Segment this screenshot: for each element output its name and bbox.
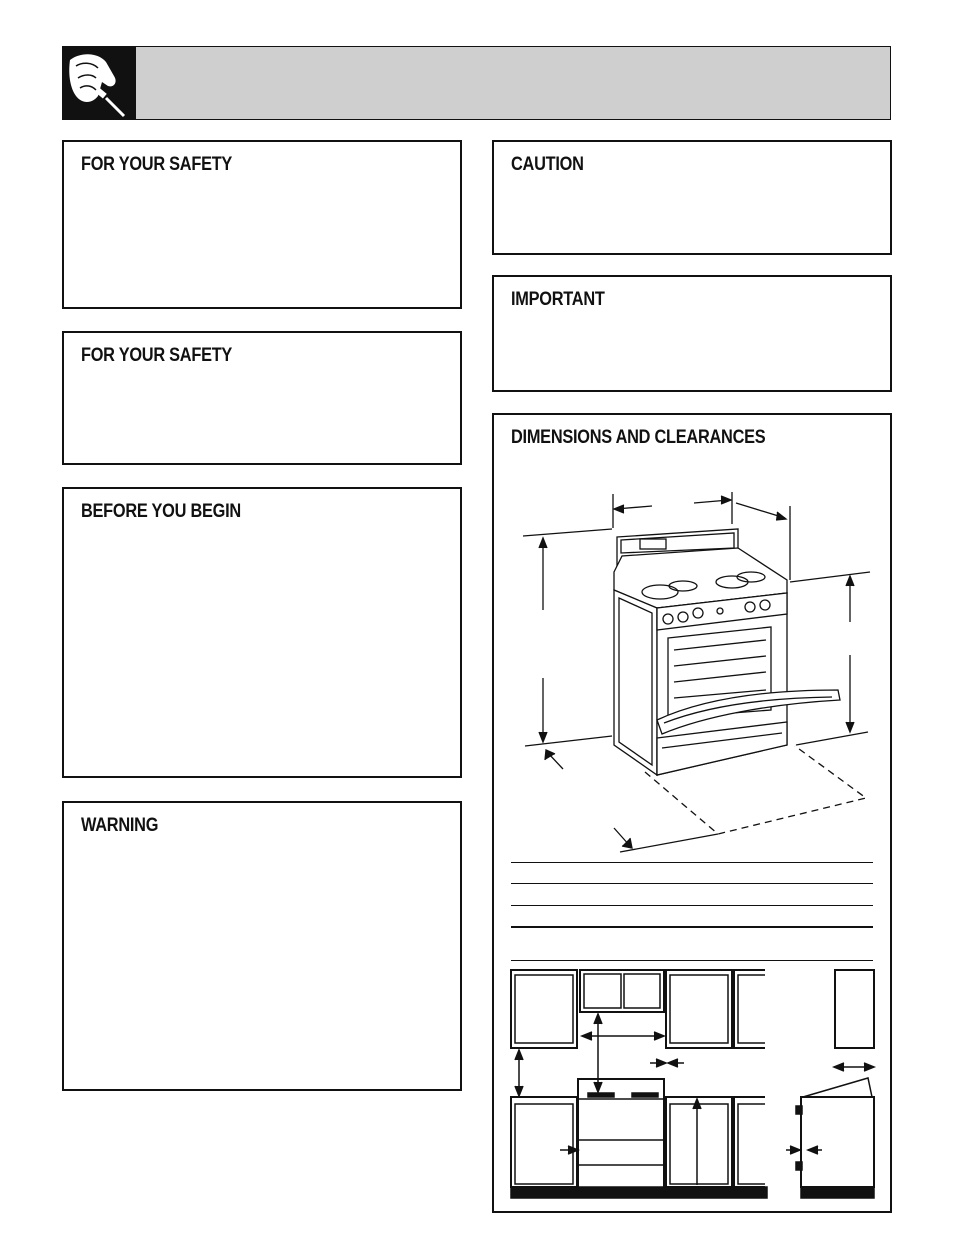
section-title: IMPORTANT: [511, 289, 605, 310]
section-title: DIMENSIONS AND CLEARANCES: [511, 427, 766, 448]
section-title: WARNING: [81, 815, 159, 836]
section-title: CAUTION: [511, 154, 584, 175]
section-title: FOR YOUR SAFETY: [81, 154, 233, 175]
section-title: FOR YOUR SAFETY: [81, 345, 233, 366]
section-title: BEFORE YOU BEGIN: [81, 501, 241, 522]
